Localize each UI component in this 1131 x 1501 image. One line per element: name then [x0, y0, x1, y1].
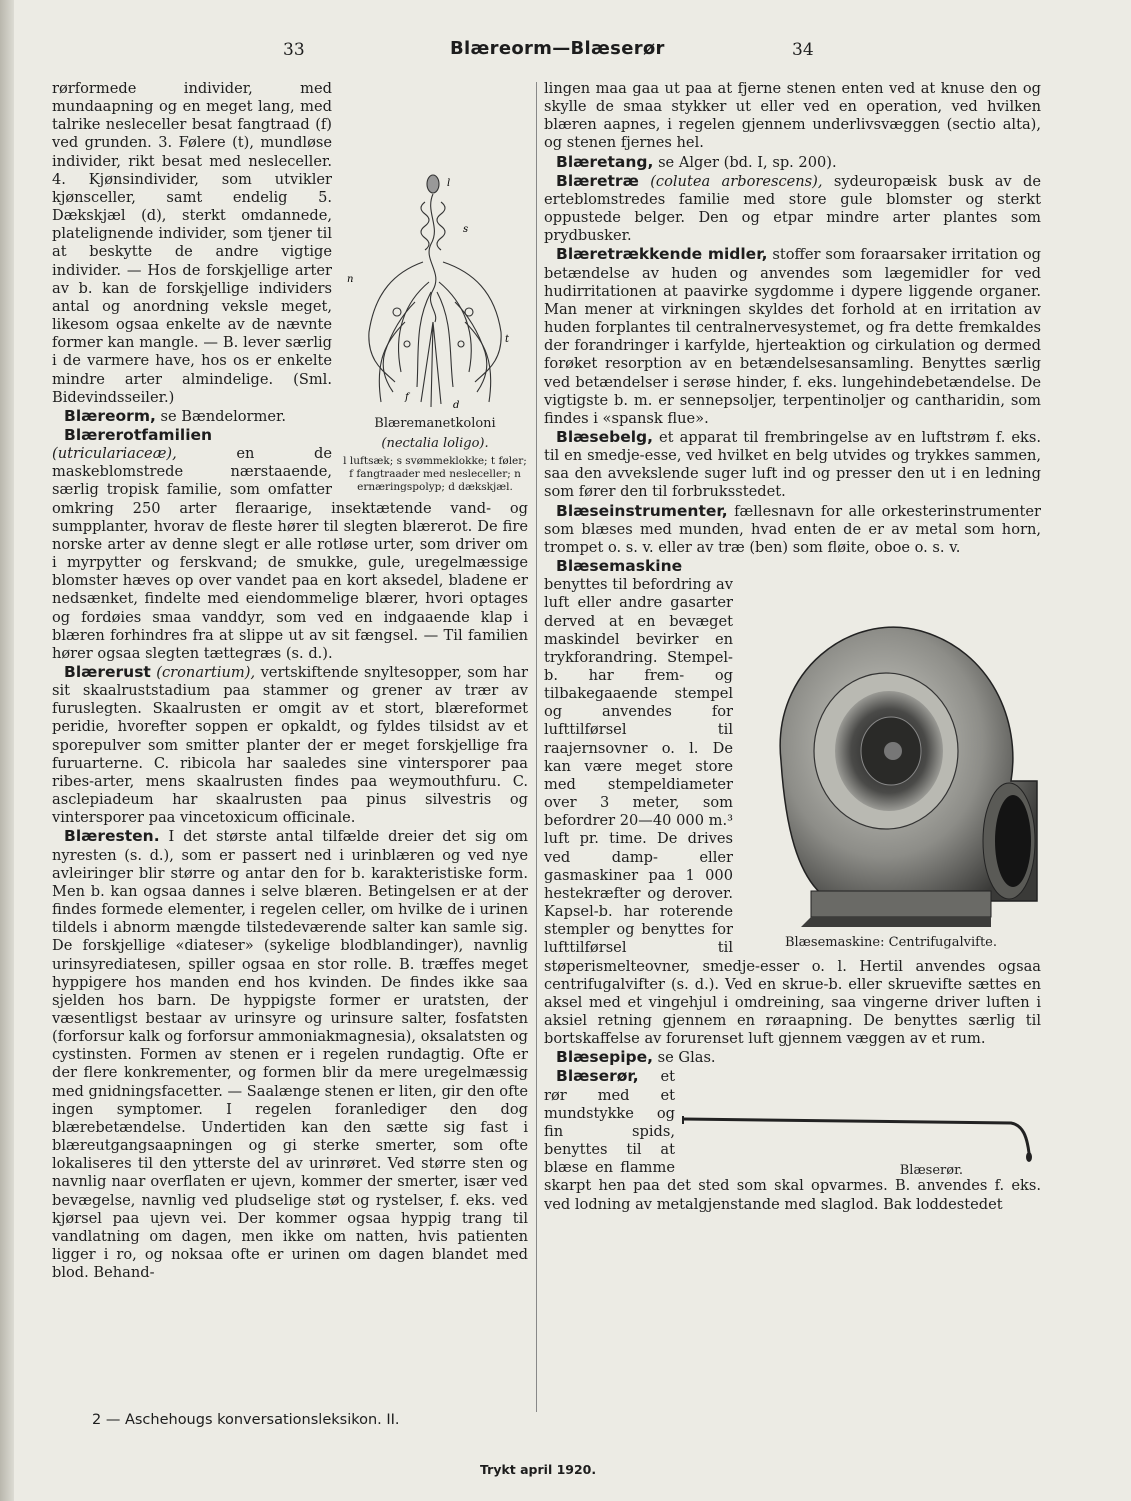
- continuation-paragraph: lingen maa gaa ut paa at fjerne stenen enten ved at knuse den og skylle de smaa stykker ut eller ved en operation, ved hvilken blæren aapnes, i regelen gjennem underlivsvæggen (sectio alta), og stenen fjernes hel.: [544, 80, 1041, 152]
- continuation-paragraph: rørformede individer, med mundaapning og en meget lang, med talrike nesleceller besat fangtraad (f) ved grunden. 3. Følere (t), mundløse individer, rikt besat med nesleceller. 4. Kjønsindivider, som utvikler kjønsceller, samt endelig 5. Dækskjæl (d), sterkt omdannede, platelignende individer, som tjener til at beskytte de andre vigtige individer. — Hos de forskjellige arter av b. kan de forskjellige individers antal og anordning veksle meget, likesom ogsaa enkelte av de nævnte former kan mangle. — B. lever særlig i de varmere have, hos os er enkelte mindre arter almindelige. (Sml. Bidevindsseiler.): [52, 80, 332, 406]
- entry-body: et apparat til frembringelse av en luftstrøm f. eks. til en smedje-esse, ved hvilket en belg utvides og trykkes sammen, saa den avvekslende suger luft ind og presser den ut i en ledning som fører den til forbruksstedet.: [544, 428, 1042, 501]
- latin-name: (colutea arborescens),: [650, 172, 823, 190]
- entry-blaeretang: [544, 153, 1041, 172]
- figure-caption: Blæremanetkoloni: [374, 416, 496, 431]
- entry-body: vertskiftende snyltesopper, som har sit skaalruststadium paa stammer og grener av trær av furuslegten. Skaalrusten er omgit av et stort, blæreformet peridie, hvorefter soppen er opkaldt, og fyldes tilsidst av et sporepulver som smitter planter der er meget forskjellige fra furuarterne. C. ribicola har saaledes sine vintersporer paa ribes-arter, mens skaalrusten findes paa weymouthfuru. C. asclepiadeum har skaalrusten paa pinus silvestris og vintersporer paa vincetoxicum officinale.: [52, 664, 528, 827]
- entry-body: fællesnavn for alle orkesterinstrumenter som blæses med munden, hvad enten de er av metal som horn, trompet o. s. v. eller av træ (ben) som fløite, oboe o. s. v.: [544, 502, 1042, 556]
- headword: Blæresten.: [64, 827, 160, 846]
- latin-name: (utriculariaceæ),: [52, 445, 177, 463]
- entry-blaererust: [52, 663, 528, 827]
- entry-blaesepipe: [544, 1048, 1041, 1067]
- page-number-left: 33: [283, 40, 305, 60]
- label-n: n: [347, 274, 354, 285]
- label-d: d: [453, 400, 460, 411]
- entry-body: se Bændelormer.: [160, 407, 286, 425]
- entry-blaeretrakkende: [544, 245, 1041, 428]
- figure-legend: l luftsæk; s svømmeklokke; t føler; f fangtraader med nesleceller; n ernæringspolyp; d dækskjæl.: [343, 455, 527, 493]
- blowpipe-illustration: [681, 1113, 1041, 1163]
- headword: Blæsemaskine: [556, 557, 683, 576]
- entry-body: benyttes til befordring av luft eller andre gasarter derved at en bevæget maskindel bevirker en trykforandring. Stempel-b. har frem- og tilbakegaaende stempel og anvendes for lufttilførsel til raajernsovner o. l. De kan være meget store med stempeldiameter over 3 meter, som befordrer 20—40 000 m.³ luft pr. time. De drives ved damp- eller gasmaskiner paa 1 000 hestekræfter og derover. Kapsel-b. har roterende stempler og benyttes for lufttilførsel til støperismelteovner, smedje-esser o. l. Hertil anvendes ogsaa centrifugalvifter (s. d.). Ved en skrue-b. eller skruevifte sættes en aksel med et vingehjul i omdreining, saa vingerne driver luften i aksiel retning gjennem en røraapning. De benyttes særlig til bortskaffelse av forurenset luft gjennem væggen av et rum.: [544, 576, 1041, 1048]
- right-column: [544, 80, 1041, 1214]
- entry-blaeseinstrumenter: [544, 502, 1041, 557]
- label-t: t: [505, 334, 510, 345]
- left-column: [52, 80, 528, 1282]
- page-number-right: 34: [792, 40, 814, 60]
- latin-name: (cronartium),: [156, 664, 256, 681]
- entry-body: stoffer som foraarsaker irritation og betændelse av huden og anvendes som lægemidler for ved hudirritationen at paavirke sygdomme i dypere liggende organer. Man mener at virkningen skyldes det forhold at en irritation av huden forplantes til centralnervesystemet, og fra dette fremkaldes der forandringer i karfylde, hjerteaktion og cirkulation og dermed forøket resorption av en betændelsesansamling. Benyttes særlig ved betændelser i serøse hinder, f. eks. lungehindebetændelse. De vigtigste b. m. er sennepsoljer, terpentinoljer og cantharidin, som findes i «spansk flue».: [544, 246, 1041, 427]
- blower-figure: [741, 601, 1041, 951]
- entry-body: I det største antal tilfælde dreier det sig om nyresten (s. d.), som er passert ned i urinblæren og ved nye avleiringer blir større og antar den for b. karakteristiske form. Men b. kan ogsaa dannes i selve blæren. Betingelsen er at der findes formede elementer, i regelen celler, om hvilke de i urinen tildels i abnorm mængde tilstedeværende salter kan samle sig. De forskjellige «diateser» (sykelige blodblandinger), navnlig urinsyrediatesen, spiller ogsaa en stor rolle. B. træffes meget hyppigere hos manden end hos kvinden. De findes ikke saa sjelden hos barn. De hyppigste former er uratsten, der væsentligst bestaar av urinsyre og urinsure salter, fosfatsten (forforsur kalk og forforsur ammoniakmagnesia), oksalatsten og cystinsten. Formen av stenen er i regelen rundagtig. Ofte er der flere konkrementer, og formen blir da mere uregelmæssig med gnidningsfacetter. — Saalænge stenen er liten, gir den ofte ingen symptomer. I regelen foranlediger den dog blærebetændelse. Undertiden kan den sætte sig fast i blæreutgangsaapningen og gi sterke smerter, som ofte lokaliseres til den ytterste del av urinrøret. Ved større sten og navnlig naar overflaten er ujevn, kommer der smerter, især ved bevægelse, navnlig ved pludselige støt og rystelser, f. eks. ved kjørsel paa ujevn vei. Der kommer ogsaa hyppig trang til vandlatning om dagen, men ikke om natten, hvis patienten ligger i ro, og noksaa ofte er urinen om dagen blandet med blod. Behand-: [52, 828, 529, 1282]
- footer-signature: 2 — Aschehougs konversationsleksikon. II.: [92, 1412, 400, 1428]
- label-l: l: [447, 178, 451, 189]
- headword: Blæreorm,: [64, 406, 156, 425]
- entry-blaeresten: [52, 827, 528, 1282]
- blowpipe-figure: [681, 1113, 1041, 1179]
- headword: Blærerust: [64, 663, 151, 681]
- centrifugal-fan-illustration: [741, 601, 1041, 931]
- figure-caption: Blæsemaskine: Centrifugalvifte.: [784, 935, 998, 951]
- jellyfish-figure: [342, 172, 528, 494]
- entry-body: se Glas.: [657, 1049, 716, 1067]
- headword: Blæretang,: [556, 152, 654, 171]
- entry-body: se Alger (bd. I, sp. 200).: [658, 153, 837, 171]
- headword: Blæserør,: [556, 1067, 639, 1086]
- label-s: s: [463, 224, 469, 235]
- page-edge: [0, 0, 14, 1501]
- headword: Blæsebelg,: [556, 427, 654, 446]
- headword: Blæretræ: [556, 171, 639, 190]
- entry-body: en de maskeblomstrede nærstaaende, særlig tropisk familie, som omfatter omkring 250 arter fleraarige, insektætende vand- og sumpplanter, hvorav de fleste hører til slegten blærerot. De fire norske arter av denne slegt er alle rotløse urter, som driver om i myrpytter og ferskvand; de smukke, gule, uregelmæssige blomster hæves op over vandet paa en kort aksedel, bladene er nedsænket, findelte med eiendommelige blærer, hvori optages og fordøies smaa vanddyr, som ved en indgaaende klap i blæren forhindres fra at slippe ut av sit fængsel. — Til familien hører ogsaa slegten tættegræs (s. d.).: [52, 445, 528, 662]
- figure-caption: Blæserør.: [899, 1163, 963, 1179]
- siphonophore-illustration: [345, 172, 525, 412]
- column-divider: [536, 82, 537, 1412]
- entry-blaesebelg: [544, 428, 1041, 502]
- entry-body: et rør med et mundstykke og fin spids, benyttes til at blæse en flamme skarpt hen paa det sted som skal opvarmes. B. anvendes f. eks. ved lodning av metalgjenstande med slaglod. Bak loddestedet: [544, 1068, 1041, 1213]
- label-f: f: [405, 392, 409, 403]
- running-head: Blæreorm—Blæserør: [450, 38, 665, 59]
- headword: Blæretrækkende midler,: [556, 245, 768, 264]
- headword: Blæsepipe,: [556, 1048, 654, 1067]
- headword: Blæseinstrumenter,: [556, 501, 728, 520]
- headword: Blærerotfamilien: [64, 425, 213, 444]
- figure-caption-latin: (nectalia loligo).: [381, 436, 489, 451]
- entry-blaeretrae: [544, 172, 1041, 246]
- entry-body: sydeuropæisk busk av de erteblomstredes familie med store gule blomster og sterkt oppustede belger. Den og etpar mindre arter plantes som prydbusker.: [544, 172, 1042, 245]
- print-date: Trykt april 1920.: [480, 1462, 597, 1477]
